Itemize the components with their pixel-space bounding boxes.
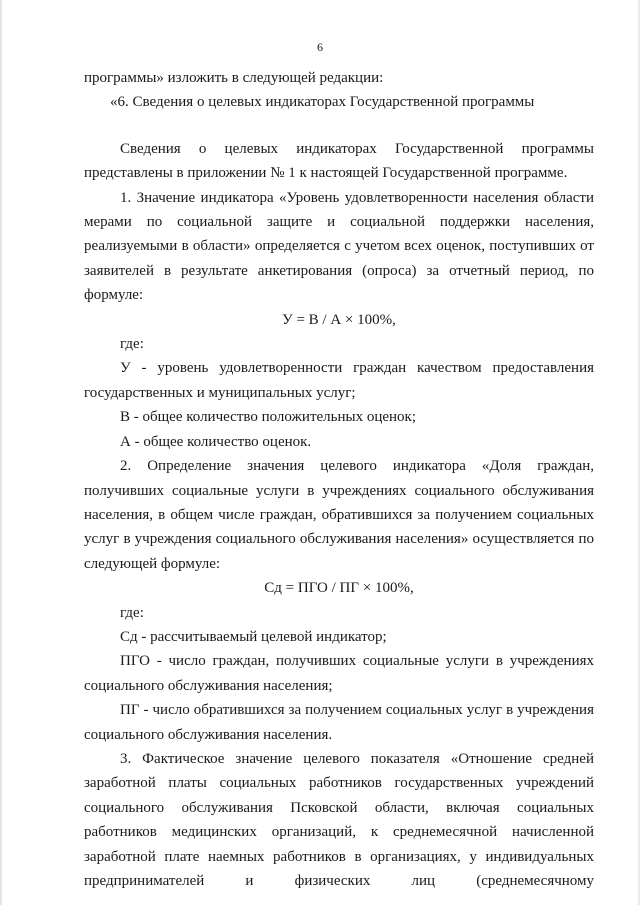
- where-label-2: где:: [120, 604, 144, 621]
- section-heading: «6. Сведения о целевых индикаторах Государственной программы: [110, 94, 535, 111]
- definition-pg: ПГ - число обратившихся за получением социальных услуг в учреждения социального обслуживания населения.: [84, 702, 594, 743]
- scan-edge-left: [0, 0, 3, 905]
- definition-sd: Сд - рассчитываемый целевой индикатор;: [120, 628, 387, 645]
- definition-pgo: ПГО - число граждан, получивших социальные услуги в учреждениях социального обслуживания населения;: [84, 653, 594, 694]
- definition-a: А - общее количество оценок.: [120, 433, 312, 450]
- definition-b: В - общее количество положительных оценок;: [120, 409, 417, 426]
- formula-1: У = В / А × 100%,: [282, 311, 396, 328]
- spacer: [84, 115, 594, 137]
- paragraph-indicator-3: 3. Фактическое значение целевого показателя «Отношение средней заработной платы социальных работников государственных учреждений социального обслуживания Псковской области, включая социальных работников медицинских организаций, к среднемесячной начисленной заработной плате наемных работников в организациях, у индивидуальных предпринимателей и физических лиц (среднемесячному: [84, 750, 594, 889]
- paragraph-indicator-1: 1. Значение индикатора «Уровень удовлетворенности населения области мерами по социальной защите и социальной поддержки населения, реализуемыми в области» определяется с учетом всех оценок, поступивших от заявителей в результате анкетирования (опроса) за отчетный период, по формуле:: [84, 189, 594, 304]
- paragraph-indicators-intro: Сведения о целевых индикаторах Государственной программы представлены в приложении № 1 к настоящей Государственной программе.: [84, 140, 594, 182]
- paragraph-indicator-2: 2. Определение значения целевого индикатора «Доля граждан, получивших социальные услуги в учреждениях социального обслуживания населения, в общем числе граждан, обратившихся за получением социальных услуг в учреждения социального обслуживания населения» осуществляется по следующей формуле:: [84, 458, 594, 572]
- document-body: [84, 66, 594, 893]
- definition-u: У - уровень удовлетворенности граждан качеством предоставления государственных и муниципальных услуг;: [84, 360, 594, 401]
- formula-2: Сд = ПГО / ПГ × 100%,: [264, 580, 414, 597]
- page-number: 6: [317, 40, 323, 54]
- intro-line: программы» изложить в следующей редакции:: [84, 70, 384, 86]
- where-label-1: где:: [120, 336, 144, 353]
